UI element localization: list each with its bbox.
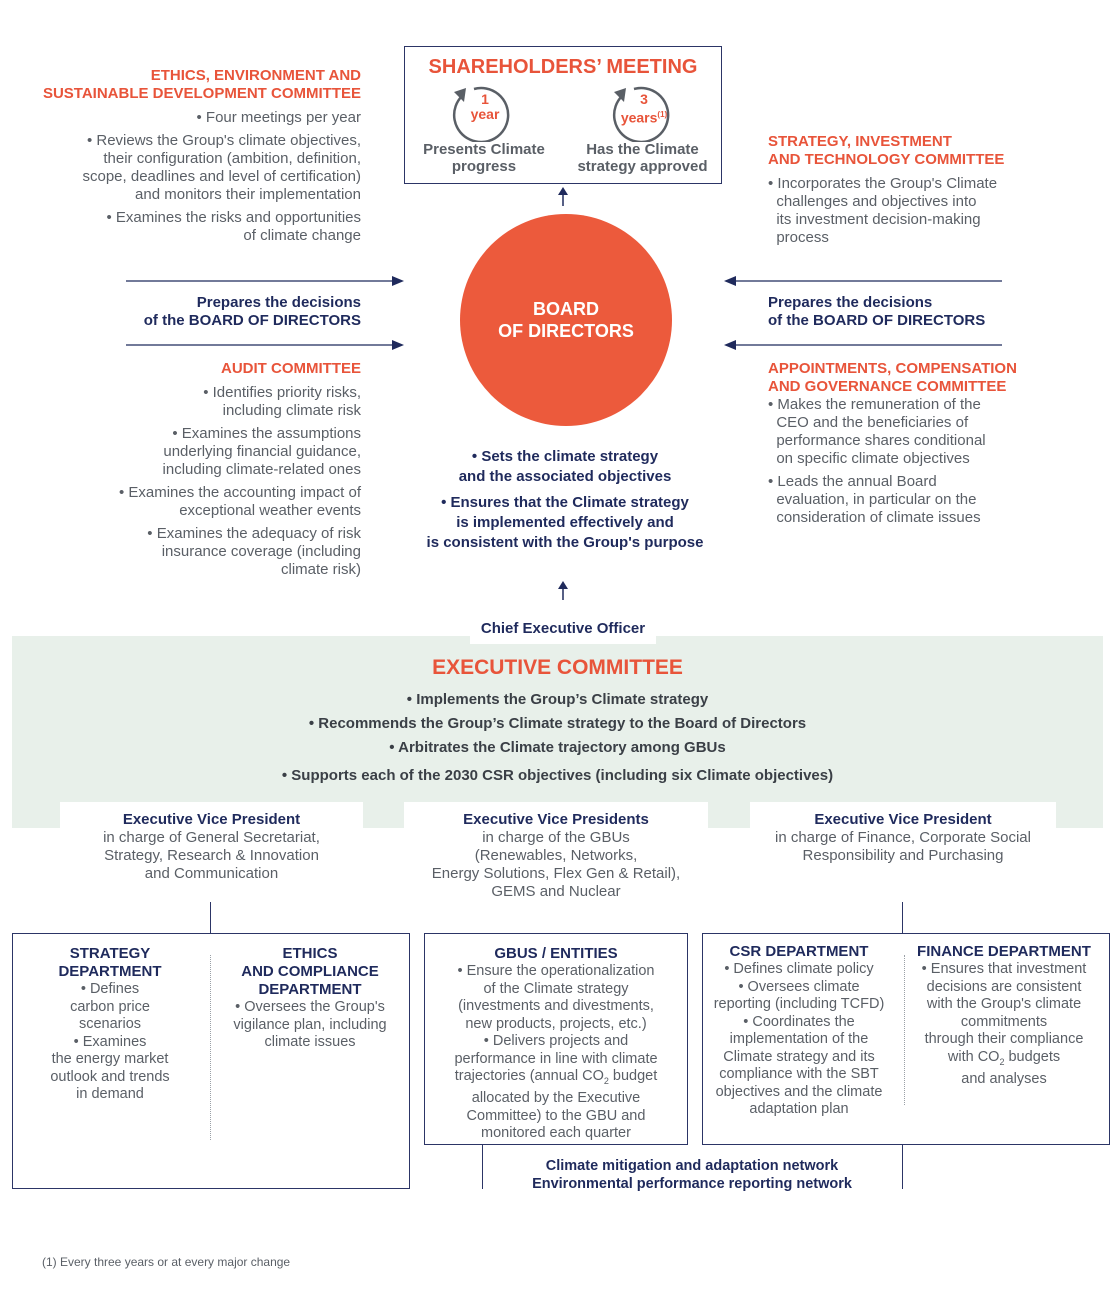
network-line bbox=[902, 1145, 903, 1189]
footnote: (1) Every three years or at every major change bbox=[42, 1255, 291, 1269]
committee-bullet: • Examines the assumptions underlying financial guidance, including climate-related ones bbox=[162, 425, 361, 478]
arrow-left-icon bbox=[722, 274, 1002, 288]
department-title: CSR DEPARTMENT bbox=[729, 943, 869, 960]
department-title: FINANCE DEPARTMENT bbox=[917, 943, 1091, 960]
department-text-part: • Ensure the operationalization of the Climate strategy (investments and divestments, new products, projects, etc.) • Delivers projects and performance in line with climate trajectories (annual CO bbox=[454, 963, 658, 1084]
evp-text: in charge of the GBUs (Renewables, Networks, Energy Solutions, Flex Gen & Retail), GEMS and Nuclear bbox=[431, 829, 681, 900]
arrow-left-icon bbox=[722, 338, 1002, 352]
arrow-up-icon bbox=[556, 186, 570, 208]
arrow-right-icon bbox=[126, 338, 406, 352]
board-of-directors-circle: BOARD OF DIRECTORS bbox=[460, 214, 672, 426]
board-responsibilities bbox=[400, 447, 730, 553]
cycle-1-unit: year bbox=[470, 106, 500, 122]
exec-bullet: • Arbitrates the Climate trajectory among GBUs bbox=[389, 739, 726, 756]
cycle-2-value bbox=[612, 92, 676, 126]
finance-department bbox=[908, 943, 1100, 1088]
department-title: STRATEGY DEPARTMENT bbox=[58, 945, 162, 980]
evp-gbus bbox=[404, 811, 708, 901]
department-text: • Defines carbon price scenarios • Examines the energy market outlook and trends in demand bbox=[50, 981, 170, 1102]
exec-bullet: • Recommends the Group’s Climate strategy to the Board of Directors bbox=[308, 715, 807, 732]
prepares-decisions-right: Prepares the decisions of the BOARD OF DIRECTORS bbox=[768, 294, 986, 329]
dotted-divider bbox=[904, 955, 905, 1105]
department-text bbox=[908, 961, 1100, 1088]
committee-bullet: • Examines the adequacy of risk insurance coverage (including climate risk) bbox=[147, 525, 361, 578]
cycle-2-label: Has the Climate strategy approved bbox=[577, 141, 708, 175]
ethics-compliance-department bbox=[215, 945, 405, 1052]
footnote-ref: (1) bbox=[657, 110, 668, 119]
cycle-2-number: 3 bbox=[640, 91, 648, 107]
board-bullet: • Ensures that the Climate strategy is implemented effectively and is consistent with the Group's purpose bbox=[426, 494, 704, 551]
networks-label: Climate mitigation and adaptation network Environmental performance reporting network bbox=[532, 1158, 852, 1192]
cycle-2-unit: years bbox=[620, 109, 658, 126]
department-title: ETHICS AND COMPLIANCE DEPARTMENT bbox=[241, 945, 379, 998]
department-title: GBUS / ENTITIES bbox=[494, 945, 618, 962]
subscript: 2 bbox=[603, 1075, 609, 1086]
department-text-part: budgets and analyses bbox=[961, 1048, 1061, 1087]
evp-finance bbox=[750, 811, 1056, 865]
exec-bullet: • Supports each of the 2030 CSR objectives (including six Climate objectives) bbox=[281, 767, 834, 784]
gbus-entities bbox=[424, 945, 688, 1143]
executive-committee-bullets bbox=[12, 688, 1103, 788]
evp-title: Executive Vice President bbox=[122, 811, 301, 828]
committee-bullet: • Four meetings per year bbox=[196, 109, 361, 126]
department-text-part: • Ensures that investment decisions are consistent with the Group's climate commitments through their compliance with CO bbox=[921, 961, 1087, 1065]
csr-department bbox=[704, 943, 894, 1119]
evp-title: Executive Vice Presidents bbox=[463, 811, 649, 828]
strategy-investment-committee bbox=[768, 133, 1108, 247]
department-text bbox=[424, 963, 688, 1143]
subscript: 2 bbox=[999, 1056, 1005, 1067]
committee-bullet: • Reviews the Group's climate objectives, their configuration (ambition, definition, scope, deadlines and level of certification) and monitors their implementation bbox=[82, 132, 361, 203]
dotted-divider bbox=[210, 955, 211, 1140]
ceo-label: Chief Executive Officer bbox=[480, 620, 646, 637]
appointments-compensation-committee bbox=[768, 360, 1108, 527]
audit-committee bbox=[20, 360, 361, 584]
evp-title: Executive Vice President bbox=[814, 811, 992, 828]
cycle-1-value bbox=[455, 92, 515, 122]
connector-line bbox=[210, 902, 211, 934]
committee-title: APPOINTMENTS, COMPENSATION AND GOVERNANCE COMMITTEE bbox=[768, 360, 1017, 395]
prepares-decisions-left: Prepares the decisions of the BOARD OF DIRECTORS bbox=[143, 294, 361, 329]
committee-bullet: • Incorporates the Group's Climate challenges and objectives into its investment decision-making process bbox=[768, 175, 998, 246]
department-text: • Defines climate policy • Oversees climate reporting (including TCFD) • Coordinates the implementation of the Climate strategy and its compliance with the SBT objectives and the climate adaptation plan bbox=[713, 961, 885, 1117]
arrow-up-icon bbox=[556, 580, 570, 602]
cycle-1-number: 1 bbox=[481, 91, 489, 107]
evp-text: in charge of General Secretariat, Strategy, Research & Innovation and Communication bbox=[103, 829, 320, 882]
evp-general-secretariat bbox=[60, 811, 363, 883]
committee-title: STRATEGY, INVESTMENT AND TECHNOLOGY COMMITTEE bbox=[768, 133, 1005, 168]
ethics-environment-committee bbox=[20, 67, 361, 250]
strategy-department bbox=[20, 945, 200, 1104]
committee-bullet: • Leads the annual Board evaluation, in particular on the consideration of climate issues bbox=[768, 473, 981, 526]
department-text: • Oversees the Group's vigilance plan, including climate issues bbox=[233, 999, 387, 1050]
evp-text: in charge of Finance, Corporate Social Responsibility and Purchasing bbox=[775, 829, 1031, 864]
executive-committee-title: EXECUTIVE COMMITTEE bbox=[432, 656, 683, 679]
connector-line bbox=[902, 902, 903, 934]
committee-bullet: • Identifies priority risks, including climate risk bbox=[203, 384, 361, 419]
committee-title: AUDIT COMMITTEE bbox=[221, 360, 361, 377]
department-text-part: budget allocated by the Executive Committee) to the GBU and monitored each quarter bbox=[466, 1068, 658, 1142]
exec-bullet: • Implements the Group’s Climate strategy bbox=[406, 691, 709, 708]
committee-title: ETHICS, ENVIRONMENT AND SUSTAINABLE DEVELOPMENT COMMITTEE bbox=[42, 67, 361, 102]
shareholders-meeting-title: SHAREHOLDERS’ MEETING bbox=[428, 56, 698, 78]
committee-bullet: • Examines the risks and opportunities of climate change bbox=[106, 209, 361, 244]
cycle-1-label: Presents Climate progress bbox=[423, 141, 545, 175]
arrow-right-icon bbox=[126, 274, 406, 288]
board-bullet: • Sets the climate strategy and the associated objectives bbox=[458, 448, 672, 485]
committee-bullet: • Makes the remuneration of the CEO and the beneficiaries of performance shares conditional on specific climate objectives bbox=[768, 396, 986, 467]
committee-bullet: • Examines the accounting impact of exceptional weather events bbox=[118, 484, 361, 519]
